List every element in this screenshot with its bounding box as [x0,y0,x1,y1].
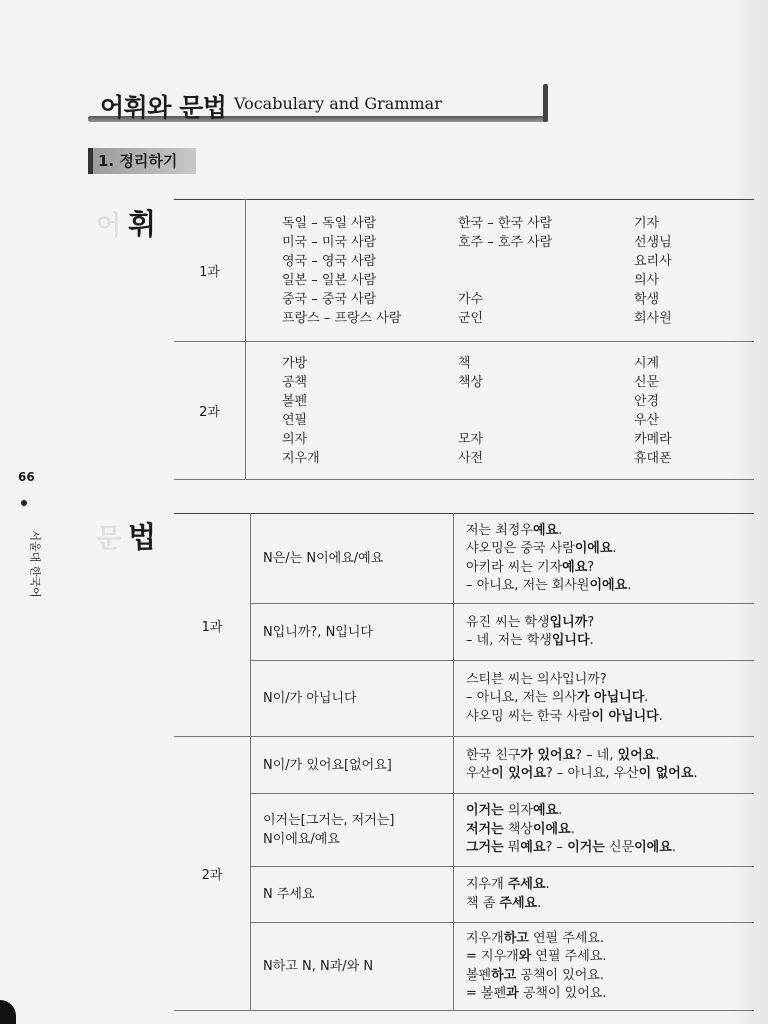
example-text: 지우개 [466,877,508,892]
grammar-highlight: 이에요 [589,578,628,593]
grammar-row [174,867,754,923]
example-sentence [466,967,754,986]
example-sentence [466,948,754,967]
vocab-word: 안경 [634,393,660,409]
vocab-column [452,354,618,468]
lesson-label: 2과 [174,342,246,480]
grammar-examples [454,737,755,794]
grammar-highlight: 과 [506,986,519,1001]
grammar-row [174,923,754,1011]
example-sentence [466,895,754,914]
vocab-ghost-label: 어 [96,211,122,241]
grammar-highlight: 입니다 [551,633,590,648]
example-text: ? [587,614,595,630]
grammar-highlight: 있어요 [617,747,656,763]
vocab-word: 신문 [634,374,660,390]
example-text: 의자 [503,803,533,819]
example-text: ? [587,559,595,575]
vocab-word: 영국 – 영국 사람 [282,253,377,269]
example-text: 샤오밍은 중국 사람 [466,541,575,556]
example-text: . [545,877,550,892]
vocab-row-lesson1 [174,200,754,342]
vocab-label: 휘 [128,207,157,241]
grammar-pattern: N은/는 N이에요/예요 [251,514,454,604]
grammar-row [174,514,754,604]
section-heading-bar [88,148,93,174]
example-text: 볼펜 [466,967,492,983]
grammar-highlight: 하고 [503,930,529,946]
vocab-column [618,214,754,328]
example-text: 샤오밍 씨는 한국 사람 [466,708,592,724]
grammar-highlight: 저거는 [466,821,504,837]
vocab-word: 독일 – 독일 사람 [282,215,377,231]
grammar-pattern: N입니까?, N입니다 [251,604,454,661]
example-text: 책상 [503,821,533,837]
lesson-label: 1과 [174,200,246,342]
lesson-label: 2과 [174,737,251,1011]
vocab-column [618,354,754,468]
grammar-highlight: 이거는 [567,840,605,856]
example-text: 스티븐 씨는 의사입니까? [466,671,607,687]
grammar-highlight: 그거는 [466,840,504,856]
grammar-row [174,661,754,737]
vocab-word: 공책 [282,374,308,390]
vocab-word: 한국 – 한국 사람 [458,215,553,231]
example-sentence [466,577,754,596]
vocab-word: 사전 [458,450,484,466]
vocab-word: 군인 [458,310,484,326]
grammar-highlight: 가 아닙니다 [576,690,645,706]
grammar-pattern-line: 이거는[그거는, 저거는] [263,813,395,828]
grammar-examples [454,794,755,867]
grammar-highlight: 이에요 [532,821,571,837]
page-title [88,84,553,124]
grammar-highlight: 이 아닙니다 [591,708,659,724]
grammar-row [174,604,754,661]
example-sentence [466,671,754,690]
vocab-word: 가수 [458,291,484,307]
example-text: . [612,541,617,556]
example-text: 연필 주세요. [531,949,607,964]
example-text: 책 좀 [466,895,500,911]
grammar-highlight: 입니까 [549,614,588,630]
example-text: ? – 아니요, 우산 [545,766,639,781]
book-title-vertical: 서울대 한국어 [28,530,42,598]
example-sentence [466,839,754,858]
vocab-word [458,271,618,290]
example-sentence [466,614,754,633]
grammar-highlight: 예요 [562,559,588,575]
vocab-word [458,392,618,411]
vocab-word: 요리사 [634,253,672,269]
vocab-word: 선생님 [634,234,672,250]
vocabulary-table [174,199,754,480]
example-text: 유진 씨는 학생 [466,614,550,630]
example-text: ? – 네, [575,747,618,763]
example-sentence [466,821,754,840]
example-text: 한국 친구 [466,747,521,763]
grammar-highlight: 예요 [532,522,559,538]
vocab-word [458,411,618,430]
grammar-highlight: 이 있어요 [491,766,546,781]
grammar-pattern: N이/가 있어요[없어요] [251,737,454,794]
grammar-highlight: 이거는 [466,803,504,819]
grammar-pattern-line: N이에요/예요 [263,832,340,847]
vocab-word: 지우개 [282,450,320,466]
example-text: – 아니요, 저는 의사 [466,690,577,706]
vocab-columns [246,354,754,468]
example-text: 뭐 [503,840,521,856]
example-text: 아키라 씨는 기자 [466,559,563,575]
example-sentence [466,747,754,766]
example-text: 저는 최정우 [466,522,533,538]
lesson-label: 1과 [174,514,251,737]
vocab-word: 회사원 [634,310,672,326]
example-text: – 네, 저는 학생 [466,633,552,648]
example-sentence [466,689,754,708]
vocab-word: 연필 [282,412,308,428]
grammar-examples [454,867,755,923]
section-title: 1. 정리하기 [98,152,178,170]
example-sentence [466,632,754,651]
example-text: . [644,690,649,706]
grammar-examples [454,661,755,737]
vocab-column [452,214,618,328]
example-text: . [671,840,676,856]
vocab-columns [246,214,754,328]
example-text: 공책이 있어요. [516,967,604,983]
example-sentence [466,765,754,784]
title-english: Vocabulary and Grammar [234,94,442,113]
example-text: 공책이 있어요. [518,986,607,1001]
example-text: . [589,633,594,648]
vocab-word: 가방 [282,355,308,371]
example-text: . [558,522,563,538]
vocab-word: 우산 [634,412,660,428]
page-corner-mark [0,1000,16,1024]
grammar-table [174,513,754,1011]
vocab-word: 책 [458,355,471,371]
example-sentence [466,985,754,1004]
grammar-pattern: N 주세요 [251,867,454,923]
vocab-word [458,252,618,271]
example-text: . [693,766,698,781]
grammar-examples [454,604,755,661]
example-text: = 지우개 [466,949,519,964]
example-text: . [558,803,563,819]
grammar-highlight: 주세요 [499,895,538,911]
example-text: . [627,578,632,593]
vocab-word: 볼펜 [282,393,308,409]
example-sentence [466,876,754,895]
vocab-word: 일본 – 일본 사람 [282,272,377,288]
grammar-label: 법 [128,520,157,554]
grammar-highlight: 하고 [491,967,517,983]
example-text: . [655,747,660,763]
vocab-column [246,354,452,468]
vocab-word: 카메라 [634,431,672,447]
grammar-highlight: 주세요 [507,877,546,892]
example-text: 연필 주세요. [528,930,604,946]
example-text: 지우개 [466,930,504,946]
vocab-word: 시계 [634,355,660,371]
vocab-word: 호주 – 호주 사람 [458,234,553,250]
vocab-word: 학생 [634,291,660,307]
vocab-column [246,214,452,328]
grammar-pattern [251,794,454,867]
example-text: . [537,895,542,911]
vocab-word: 의자 [282,431,308,447]
vocab-word: 기자 [634,215,660,231]
vocab-word: 중국 – 중국 사람 [282,291,377,307]
example-text: ? – [545,840,568,856]
grammar-row [174,737,754,794]
page-number: 66 [18,470,35,484]
vocab-word: 휴대폰 [634,450,672,466]
vocab-word: 미국 – 미국 사람 [282,234,377,250]
example-sentence [466,708,754,727]
grammar-pattern: N하고 N, N과/와 N [251,923,454,1011]
title-end-tick [543,84,548,122]
example-text: 우산 [466,766,492,781]
vocab-word: 모자 [458,431,484,447]
vocab-word: 프랑스 – 프랑스 사람 [282,310,402,326]
grammar-examples [454,514,755,604]
vocab-words [246,342,755,480]
vocab-row-lesson2 [174,342,754,480]
grammar-highlight: 와 [518,949,532,964]
example-sentence [466,540,754,559]
example-text: = 볼펜 [466,986,507,1001]
example-text: 신문 [604,840,635,856]
example-text: . [570,821,575,837]
example-text: . [658,708,663,724]
grammar-pattern: N이/가 아닙니다 [251,661,454,737]
example-text: – 아니요, 저는 회사원 [466,578,590,593]
grammar-examples [454,923,755,1011]
vocab-word: 의사 [634,272,660,288]
grammar-ghost-label: 문 [96,524,122,554]
example-sentence [466,802,754,821]
example-sentence [466,930,754,949]
page-number-dot [21,500,27,506]
vocab-word: 책상 [458,374,484,390]
vocab-words [246,200,755,342]
example-sentence [466,522,754,541]
title-korean: 어휘와 문법 [100,93,227,122]
grammar-highlight: 이 없어요 [638,766,694,781]
grammar-highlight: 이에요 [634,840,672,856]
grammar-highlight: 예요 [532,803,559,819]
grammar-row [174,794,754,867]
grammar-highlight: 이에요 [574,541,613,556]
example-sentence [466,559,754,578]
grammar-highlight: 예요 [520,840,546,856]
grammar-highlight: 가 있어요 [520,747,576,763]
